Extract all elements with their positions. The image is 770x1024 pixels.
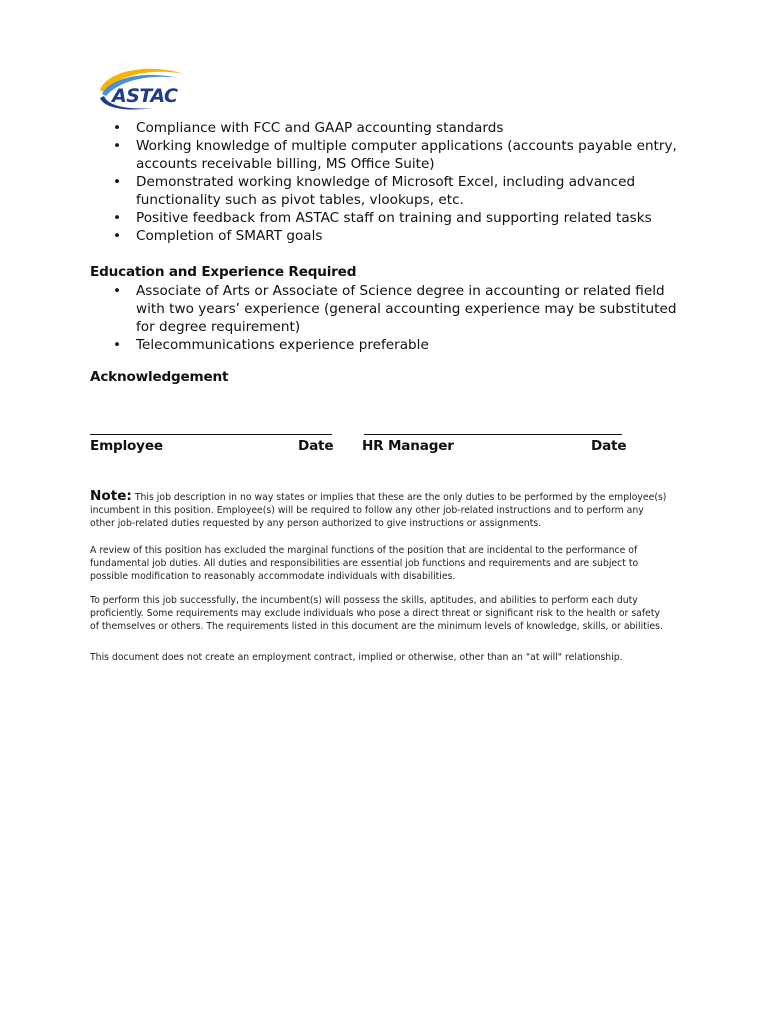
list-item: • Completion of SMART goals [112, 228, 323, 244]
employee-date-label: Date [298, 438, 334, 454]
bullet-icon: • [112, 174, 122, 190]
review-paragraph: A review of this position has excluded the marginal functions of the position that are incidental to the performance of fundamental job duties. All duties and responsibilities are essential job functions and requirements and are subject to possible modification to reasonably accommodate individuals with disabilities. [90, 545, 639, 582]
astac-logo [96, 64, 192, 112]
bullet-icon: • [112, 120, 122, 136]
logo-wordmark: ASTAC [112, 85, 178, 107]
acknowledgement-heading: Acknowledgement [90, 369, 229, 385]
bullet-icon: • [112, 337, 122, 353]
responsibility-list [90, 119, 690, 245]
contract-paragraph: This document does not create an employment contract, implied or otherwise, other than an "at will" relationship. [90, 652, 623, 663]
education-heading: Education and Experience Required [90, 264, 357, 280]
hr-manager-date-label: Date [591, 438, 627, 454]
note-text: This job description in no way states or implies that these are the only duties to be performed by the employee(s) incumbent in this position. Employee(s) will be required to follow any other job-related instructions and to perform any other job-related duties requested by any person authorized to give instructions or assignments. [90, 492, 667, 529]
list-item: • Demonstrated working knowledge of Microsoft Excel, including advanced functionality such as pivot tables, vlookups, etc. [112, 174, 636, 208]
bullet-icon: • [112, 210, 122, 226]
note-label: Note: [90, 488, 132, 504]
list-item: • Working knowledge of multiple computer applications (accounts payable entry, accounts receivable billing, MS Office Suite) [112, 138, 677, 172]
list-item: • Telecommunications experience preferable [112, 337, 429, 353]
bullet-icon: • [112, 283, 122, 299]
bullet-icon: • [112, 138, 122, 154]
employee-label: Employee [90, 438, 163, 454]
list-item: • Compliance with FCC and GAAP accounting standards [112, 120, 504, 136]
hr-manager-label: HR Manager [362, 438, 454, 454]
employee-signature-line [90, 434, 332, 435]
bullet-icon: • [112, 228, 122, 244]
perform-paragraph: To perform this job successfully, the incumbent(s) will possess the skills, aptitudes, and abilities to perform each duty proficiently. Some requirements may exclude individuals who pose a direct threat or significant risk to the health or safety of themselves or others. The requirements listed in this document are the minimum levels of knowledge, skills, or abilities. [90, 595, 663, 632]
education-list [90, 282, 690, 354]
list-item: • Associate of Arts or Associate of Science degree in accounting or related field with two years’ experience (general accounting experience may be substituted for degree requirement) [112, 283, 677, 335]
note-paragraph [90, 490, 670, 530]
astac-logo-graphic [96, 64, 192, 112]
list-item: • Positive feedback from ASTAC staff on training and supporting related tasks [112, 210, 652, 226]
hr-manager-signature-line [364, 434, 622, 435]
